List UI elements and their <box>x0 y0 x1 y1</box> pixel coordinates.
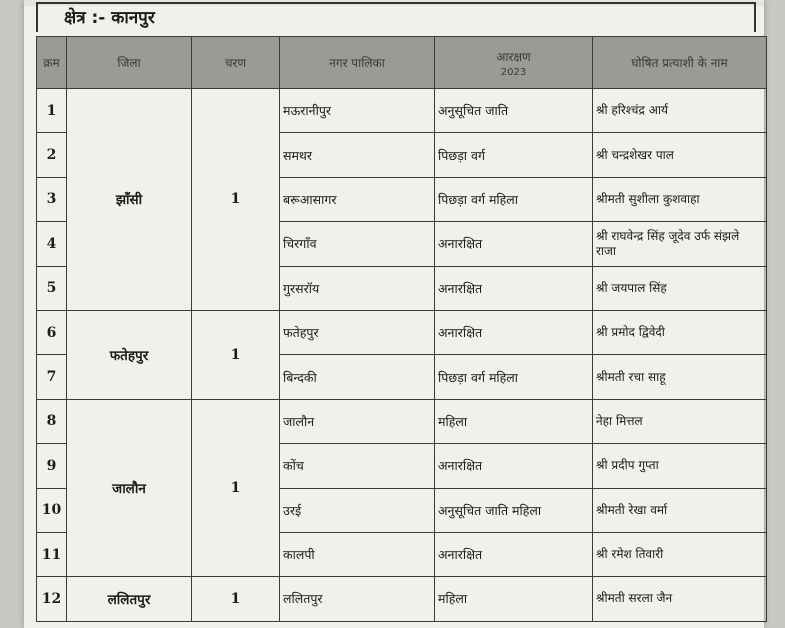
serial-cell: 5 <box>37 266 67 310</box>
reservation-cell: महिला <box>435 577 593 621</box>
district-cell: जालौन <box>67 399 192 577</box>
municipality-cell: बिन्दकी <box>280 355 435 399</box>
header-candidate: घोषित प्रत्याशी के नाम <box>593 37 767 89</box>
table-header-row <box>37 37 767 89</box>
district-cell: झाँसी <box>67 89 192 311</box>
candidate-cell: श्री राघवेन्द्र सिंह जूदेव उर्फ संझले राजा <box>593 222 767 266</box>
reservation-cell: महिला <box>435 399 593 443</box>
phase-cell: 1 <box>192 577 280 621</box>
table-row <box>37 89 767 133</box>
reservation-cell: अनारक्षित <box>435 266 593 310</box>
candidate-cell: श्रीमती रचा साहू <box>593 355 767 399</box>
candidate-cell: श्रीमती सुशीला कुशवाहा <box>593 177 767 221</box>
table-body <box>37 89 767 622</box>
municipality-cell: समथर <box>280 133 435 177</box>
candidate-cell: श्री रमेश तिवारी <box>593 532 767 576</box>
candidate-cell: श्रीमती रेखा वर्मा <box>593 488 767 532</box>
serial-cell: 6 <box>37 310 67 354</box>
candidate-cell: श्री चन्द्रशेखर पाल <box>593 133 767 177</box>
reservation-cell: अनारक्षित <box>435 444 593 488</box>
phase-cell: 1 <box>192 89 280 311</box>
municipality-cell: जालौन <box>280 399 435 443</box>
municipality-cell: ललितपुर <box>280 577 435 621</box>
header-reservation-label: आरक्षण <box>496 49 531 64</box>
serial-cell: 3 <box>37 177 67 221</box>
serial-cell: 4 <box>37 222 67 266</box>
candidate-cell: श्री प्रमोद द्विवेदी <box>593 310 767 354</box>
serial-cell: 2 <box>37 133 67 177</box>
municipality-cell: उरई <box>280 488 435 532</box>
header-phase: चरण <box>192 37 280 89</box>
header-municipality: नगर पालिका <box>280 37 435 89</box>
serial-cell: 10 <box>37 488 67 532</box>
municipality-cell: बरूआसागर <box>280 177 435 221</box>
municipality-cell: कालपी <box>280 532 435 576</box>
reservation-cell: पिछड़ा वर्ग <box>435 133 593 177</box>
candidate-cell: नेहा मित्तल <box>593 399 767 443</box>
header-reservation <box>435 37 593 89</box>
phase-cell: 1 <box>192 310 280 399</box>
district-cell: ललितपुर <box>67 577 192 621</box>
municipality-cell: मऊरानीपुर <box>280 89 435 133</box>
table-row <box>37 577 767 621</box>
table-row <box>37 399 767 443</box>
candidate-cell: श्री प्रदीप गुप्ता <box>593 444 767 488</box>
municipality-cell: कोंच <box>280 444 435 488</box>
header-district: जिला <box>67 37 192 89</box>
serial-cell: 12 <box>37 577 67 621</box>
reservation-cell: अनुसूचित जाति <box>435 89 593 133</box>
reservation-cell: अनुसूचित जाति महिला <box>435 488 593 532</box>
candidate-cell: श्रीमती सरला जैन <box>593 577 767 621</box>
header-serial: क्रम <box>37 37 67 89</box>
serial-cell: 11 <box>37 532 67 576</box>
serial-cell: 9 <box>37 444 67 488</box>
header-reservation-year: 2023 <box>500 66 527 78</box>
reservation-cell: पिछड़ा वर्ग महिला <box>435 355 593 399</box>
candidate-table <box>36 36 767 622</box>
region-title: क्षेत्र :- कानपुर <box>36 2 756 32</box>
serial-cell: 8 <box>37 399 67 443</box>
candidate-cell: श्री हरिश्चंद्र आर्य <box>593 89 767 133</box>
municipality-cell: चिरगाँव <box>280 222 435 266</box>
phase-cell: 1 <box>192 399 280 577</box>
reservation-cell: अनारक्षित <box>435 310 593 354</box>
serial-cell: 7 <box>37 355 67 399</box>
municipality-cell: गुरसरॉय <box>280 266 435 310</box>
candidate-cell: श्री जयपाल सिंह <box>593 266 767 310</box>
serial-cell: 1 <box>37 89 67 133</box>
reservation-cell: पिछड़ा वर्ग महिला <box>435 177 593 221</box>
reservation-cell: अनारक्षित <box>435 532 593 576</box>
municipality-cell: फतेहपुर <box>280 310 435 354</box>
table-row <box>37 310 767 354</box>
district-cell: फतेहपुर <box>67 310 192 399</box>
reservation-cell: अनारक्षित <box>435 222 593 266</box>
